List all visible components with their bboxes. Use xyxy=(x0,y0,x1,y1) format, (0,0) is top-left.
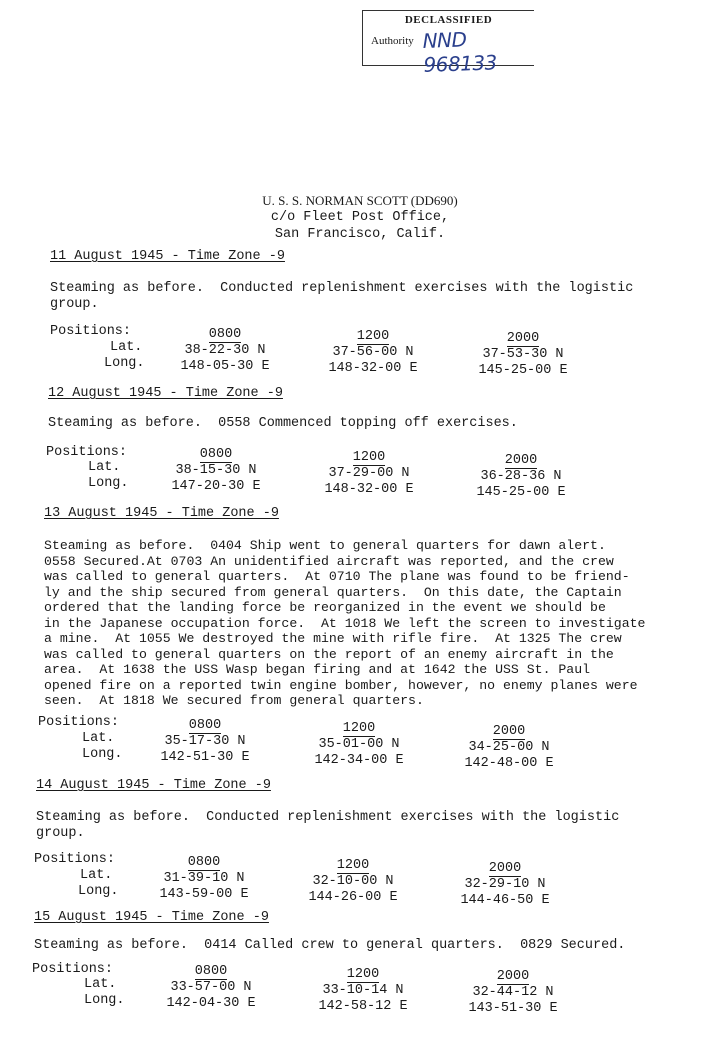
position-lat: 35-17-30 N xyxy=(164,734,246,749)
position-time: 1200 xyxy=(346,967,380,982)
position-long: 148-05-30 E xyxy=(180,359,270,374)
position-0800 xyxy=(170,327,280,375)
position-2000 xyxy=(466,453,576,501)
letterhead xyxy=(200,192,520,243)
position-lat: 32-44-12 N xyxy=(472,985,554,1000)
position-0800 xyxy=(149,855,259,903)
position-long: 143-59-00 E xyxy=(159,887,249,902)
position-time: 0800 xyxy=(208,327,242,342)
position-time: 0800 xyxy=(187,855,221,870)
position-lat: 32-10-00 N xyxy=(312,874,394,889)
position-lat: 37-56-00 N xyxy=(332,345,414,360)
position-long: 144-46-50 E xyxy=(460,893,550,908)
entry-title-12-august: 12 August 1945 - Time Zone -9 xyxy=(48,386,283,401)
position-lat: 33-57-00 N xyxy=(170,980,252,995)
position-2000 xyxy=(468,331,578,379)
position-long: 142-34-00 E xyxy=(314,753,404,768)
long-label: Long. xyxy=(84,993,125,1008)
positions-label: Positions: xyxy=(38,715,120,730)
lat-label: Lat. xyxy=(80,868,113,883)
position-long: 148-32-00 E xyxy=(328,361,418,376)
entry-title-11-august: 11 August 1945 - Time Zone -9 xyxy=(50,249,285,264)
position-time: 0800 xyxy=(194,964,228,979)
lat-label: Lat. xyxy=(110,340,143,355)
position-time: 1200 xyxy=(356,329,390,344)
position-time: 1200 xyxy=(336,858,370,873)
long-label: Long. xyxy=(82,747,123,762)
position-1200 xyxy=(304,721,414,769)
position-lat: 37-53-30 N xyxy=(482,347,564,362)
entry-text-15-august: Steaming as before. 0414 Called crew to general quarters. 0829 Secured. xyxy=(34,938,626,953)
position-long: 143-51-30 E xyxy=(468,1001,558,1016)
position-time: 2000 xyxy=(496,969,530,984)
entry-title-14-august: 14 August 1945 - Time Zone -9 xyxy=(36,778,271,793)
address-line-1: c/o Fleet Post Office, xyxy=(270,210,450,225)
lat-label: Lat. xyxy=(82,731,115,746)
position-long: 142-04-30 E xyxy=(166,996,256,1011)
position-0800 xyxy=(150,718,260,766)
position-1200 xyxy=(318,329,428,377)
position-0800 xyxy=(156,964,266,1012)
position-time: 0800 xyxy=(188,718,222,733)
position-lat: 38-22-30 N xyxy=(184,343,266,358)
position-long: 147-20-30 E xyxy=(171,479,261,494)
position-long: 142-58-12 E xyxy=(318,999,408,1014)
long-label: Long. xyxy=(104,356,145,371)
positions-label: Positions: xyxy=(50,324,132,339)
position-long: 148-32-00 E xyxy=(324,482,414,497)
entry-text-14-august: Steaming as before. Conducted replenishment exercises with the logistic group. xyxy=(36,810,620,841)
position-long: 144-26-00 E xyxy=(308,890,398,905)
position-time: 1200 xyxy=(352,450,386,465)
position-2000 xyxy=(454,724,564,772)
position-2000 xyxy=(450,861,560,909)
position-lat: 31-39-10 N xyxy=(163,871,245,886)
lat-label: Lat. xyxy=(84,977,117,992)
position-time: 2000 xyxy=(492,724,526,739)
position-lat: 37-29-00 N xyxy=(328,466,410,481)
lat-label: Lat. xyxy=(88,460,121,475)
positions-label: Positions: xyxy=(34,852,116,867)
position-lat: 32-29-10 N xyxy=(464,877,546,892)
long-label: Long. xyxy=(78,884,119,899)
position-2000 xyxy=(458,969,568,1017)
position-time: 2000 xyxy=(506,331,540,346)
position-lat: 38-15-30 N xyxy=(175,463,257,478)
position-time: 2000 xyxy=(504,453,538,468)
position-lat: 36-28-36 N xyxy=(480,469,562,484)
position-1200 xyxy=(308,967,418,1015)
address-line-2: San Francisco, Calif. xyxy=(274,227,446,242)
entry-title-15-august: 15 August 1945 - Time Zone -9 xyxy=(34,910,269,925)
stamp-authority-value: NND 968133 xyxy=(422,27,498,77)
entry-text-13-august: Steaming as before. 0404 Ship went to general quarters for dawn alert. 0558 Secured.At 0703 An unidentified aircraft was reported, and the crew was called to general quarters. At 0710 The plane was found to be friend- ly and the ship secured from general quarters. On this date, the Captain ordered that the landing force be reorganized in the event we should be in the Japanese occupation force. At 1018 We left the screen to investigate a mine. At 1055 We destroyed the mine with rifle fire. At 1325 The crew was called to general quarters on the report of an enemy aircraft in the area. At 1638 the USS Wasp began firing and at 1642 the USS St. Paul opened fire on a reported twin engine bomber, however, no enemy planes were seen. At 1818 We secured from general quarters. xyxy=(44,538,646,708)
position-long: 142-48-00 E xyxy=(464,756,554,771)
ship-name: U. S. S. NORMAN SCOTT (DD690) xyxy=(262,193,458,208)
position-time: 0800 xyxy=(199,447,233,462)
position-long: 145-25-00 E xyxy=(476,485,566,500)
positions-label: Positions: xyxy=(32,962,114,977)
position-1200 xyxy=(298,858,408,906)
position-time: 1200 xyxy=(342,721,376,736)
entry-title-13-august: 13 August 1945 - Time Zone -9 xyxy=(44,506,279,521)
entry-text-11-august: Steaming as before. Conducted replenishment exercises with the logistic group. xyxy=(50,281,634,312)
entry-text-12-august: Steaming as before. 0558 Commenced topping off exercises. xyxy=(48,416,518,431)
stamp-title: DECLASSIFIED xyxy=(404,14,493,26)
position-time: 2000 xyxy=(488,861,522,876)
position-lat: 35-01-00 N xyxy=(318,737,400,752)
long-label: Long. xyxy=(88,476,129,491)
position-lat: 33-10-14 N xyxy=(322,983,404,998)
position-long: 145-25-00 E xyxy=(478,363,568,378)
stamp-authority-label: Authority xyxy=(371,35,414,47)
position-lat: 34-25-00 N xyxy=(468,740,550,755)
declassified-stamp xyxy=(362,10,534,77)
position-1200 xyxy=(314,450,424,498)
positions-label: Positions: xyxy=(46,445,128,460)
position-0800 xyxy=(161,447,271,495)
position-long: 142-51-30 E xyxy=(160,750,250,765)
